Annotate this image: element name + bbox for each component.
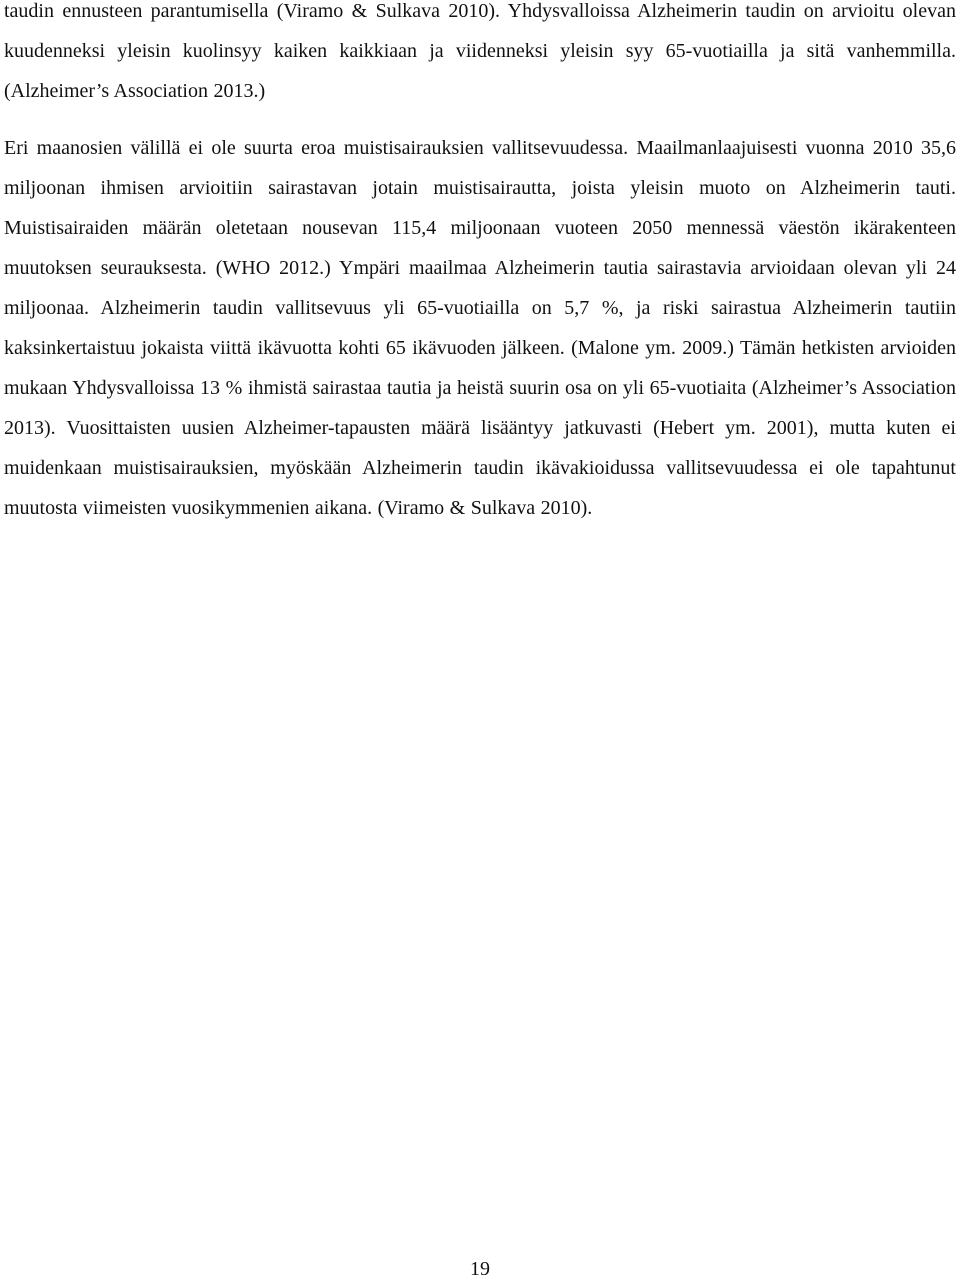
paragraph-alzheimer-mortality: taudin ennusteen parantumisella (Viramo & Sulkava 2010). Yhdysvalloissa Alzheimerin taudin on arvioitu olevan kuudenneksi yleisin kuolinsyy kaiken kaikkiaan ja viidenneksi yleisin syy 65-vuotiailla ja sitä vanhemmilla. (Alzheimer’s Association 2013.) [4, 0, 956, 102]
page-number: 19 [470, 1258, 490, 1280]
paragraph-dementia-prevalence: Eri maanosien välillä ei ole suurta eroa muistisairauksien vallitsevuudessa. Maailmanlaajuisesti vuonna 2010 35,6 miljoonan ihmisen arvioitiin sairastavan jotain muistisairautta, joista yleisin muoto on Alzheimerin tauti. Muistisairaiden määrän oletetaan nousevan 115,4 miljoonaan vuoteen 2050 mennessä väestön ikärakenteen muutoksen seurauksesta. (WHO 2012.) Ympäri maailmaa Alzheimerin tautia sairastavia arvioidaan olevan yli 24 miljoonaa. Alzheimerin taudin vallitsevuus yli 65-vuotiailla on 5,7 %, ja riski sairastua Alzheimerin tautiin kaksinkertaistuu jokaista viittä ikävuotta kohti 65 ikävuoden jälkeen. (Malone ym. 2009.) Tämän hetkisten arvioiden mukaan Yhdysvalloissa 13 % ihmistä sairastaa tautia ja heistä suurin osa on yli 65-vuotiaita (Alzheimer’s Association 2013). Vuosittaisten uusien Alzheimer-tapausten määrä lisääntyy jatkuvasti (Hebert ym. 2001), mutta kuten ei muidenkaan muistisairauksien, myöskään Alzheimerin taudin ikävakioidussa vallitsevuudessa ei ole tapahtunut muutosta viimeisten vuosikymmenien aikana. (Viramo & Sulkava 2010). [4, 137, 956, 519]
